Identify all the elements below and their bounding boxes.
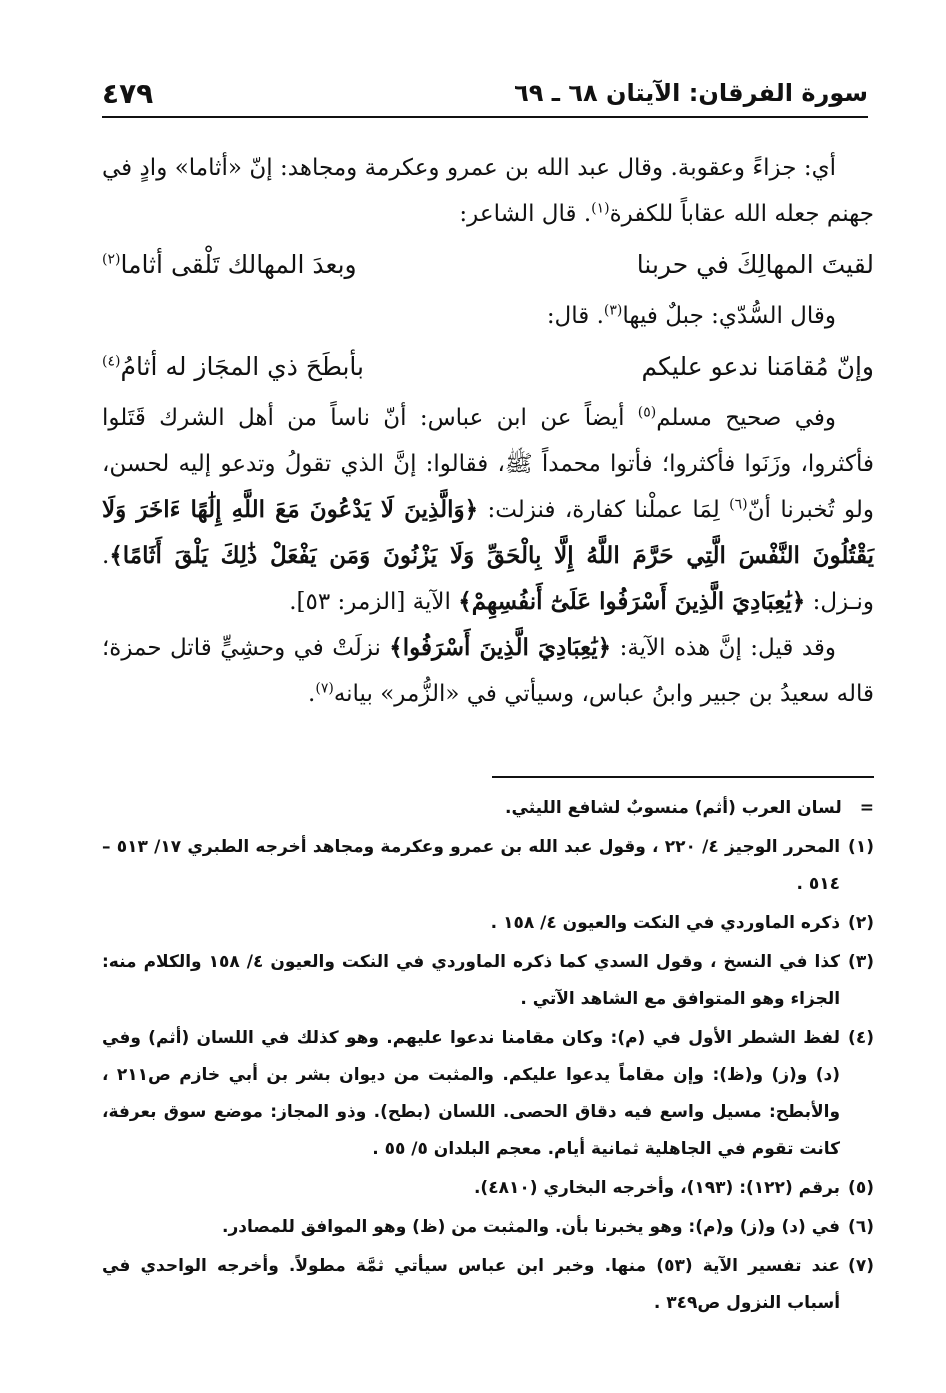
paragraph-3 <box>102 395 874 625</box>
verse-1 <box>102 237 874 293</box>
footnote-number: (٧) <box>848 1256 874 1276</box>
verse-1-second-text: وبعدَ المهالك تَلْقى أثاما <box>120 250 357 279</box>
quran-quote-1: ﴿وَالَّذِينَ لَا يَدْعُونَ مَعَ اللَّهِ إِلَٰهًا ءَاخَرَ وَلَا يَقْتُلُونَ النَّفْسَ الَّتِي حَرَّمَ اللَّهُ إِلَّا بِالْحَقِّ وَلَا يَزْنُونَ وَمَن يَفْعَلْ ذَٰلِكَ يَلْقَ أَثَامًا﴾ <box>102 496 874 569</box>
paragraph-2 <box>102 293 874 339</box>
p1-text: أي: جزاءً وعقوبة. وقال عبد الله بن عمرو وعكرمة ومجاهد: إنّ «أثاما» وادٍ في جهنم جعله الله عقاباً للكفرة <box>102 155 874 227</box>
verse-1-first-hemistich: لقيتَ المهالِكَ في حربنا <box>636 250 874 279</box>
p2-end: . قال: <box>546 303 604 329</box>
p2-text: وقال السُّدّي: جبلٌ فيها <box>622 303 836 329</box>
verse-2-second-hemistich <box>102 344 364 390</box>
footnote-number: (٢) <box>848 913 874 933</box>
footnote-continuation <box>102 790 874 827</box>
footnote-number: (٤) <box>848 1028 874 1048</box>
footnote-4 <box>102 1020 874 1168</box>
p1-end: . قال الشاعر: <box>459 201 592 227</box>
p3-text-c: لِمَا عملْنا كفارة، فنزلت: <box>478 497 730 523</box>
footnote-ref-2: (٢) <box>102 251 121 268</box>
p4-text-a: وقد قيل: إنَّ هذه الآية: <box>611 635 836 661</box>
footnote-number: (٦) <box>848 1217 874 1237</box>
footnote-text: المحرر الوجيز ٤/ ٢٢٠ ، وقول عبد الله بن عمرو وعكرمة ومجاهد أخرجه الطبري ١٧/ ٥١٣ – ٥١٤ . <box>102 837 841 894</box>
p3-text-b: أيضاً عن ابن عباس: أنّ ناساً من أهل الشرك قَتَلوا فأكثروا، وزَنَوا فأكثروا؛ فأتوا محمداً ﷺ، فقالوا: إنَّ الذي تقولُ وتدعو إليه لحسن، ولو تُخبرنا أنّ <box>102 405 875 523</box>
footnote-text: ذكره الماوردي في النكت والعيون ٤/ ١٥٨ . <box>490 913 841 933</box>
footnote-divider <box>492 776 874 778</box>
paragraph-1 <box>102 145 874 237</box>
footnote-number: (٥) <box>848 1178 874 1198</box>
p3-text-e: الآية [الزمر: ٥٣]. <box>289 589 459 615</box>
verse-2 <box>102 339 874 395</box>
footnote-text: كذا في النسخ ، وقول السدي كما ذكره الماوردي في النكت والعيون ٤/ ١٥٨ والكلام منه: الجزاء وهو المتوافق مع الشاهد الآتي . <box>102 952 841 1009</box>
quran-quote-3: ﴿يَٰعِبَادِيَ الَّذِينَ أَسْرَفُوا﴾ <box>389 634 612 661</box>
footnote-3 <box>102 944 874 1018</box>
page-number: ٤٧٩ <box>102 76 154 110</box>
footnote-ref-6: (٦) <box>729 496 748 513</box>
footnote-ref-5: (٥) <box>637 404 657 421</box>
verse-1-second-hemistich <box>102 242 357 288</box>
footnote-text: في (د) و(ز) و(م): وهو يخبرنا بأن. والمثبت من (ظ) وهو الموافق للمصادر. <box>222 1217 841 1237</box>
footnote-ref-4: (٤) <box>102 353 121 370</box>
p3-text-a: وفي صحيح مسلم <box>656 405 836 431</box>
footnote-7 <box>102 1248 874 1322</box>
footnote-5 <box>102 1170 874 1207</box>
footnotes <box>102 790 874 1324</box>
footnote-text: عند تفسير الآية (٥٣) منها. وخبر ابن عباس سيأتي ثمَّة مطولاً. وأخرجه الواحدي في أسباب النزول ص٣٤٩ . <box>102 1256 841 1313</box>
footnote-text: لفظ الشطر الأول في (م): وكان مقامنا ندعوا عليهم. وهو كذلك في اللسان (أثم) وفي (د) و(ز) و(ظ): وإن مقاماً يدعوا عليكم. والمثبت من ديوان بشر بن أبي خازم ص٢١١ ، والأبطح: مسيل واسع فيه دقاق الحصى. اللسان (بطح). وذو المجاز: موضع سوق بعرفة، كانت تقوم في الجاهلية ثمانية أيام. معجم البلدان ٥/ ٥٥ . <box>102 1028 841 1159</box>
main-text <box>102 145 874 717</box>
footnote-ref-3: (٣) <box>603 302 623 319</box>
footnote-ref-1: (١) <box>591 200 610 217</box>
footnote-ref-7: (٧) <box>315 680 334 697</box>
footnote-1 <box>102 829 874 903</box>
quran-quote-2: ﴿يَٰعِبَادِيَ الَّذِينَ أَسْرَفُوا عَلَىٰٓ أَنفُسِهِمْ﴾ <box>458 588 806 615</box>
footnote-number: (٣) <box>848 952 874 972</box>
footnote-2 <box>102 905 874 942</box>
footnote-number: = <box>859 798 874 818</box>
footnote-number: (١) <box>848 837 874 857</box>
footnote-text: لسان العرب (أثم) منسوبٌ لشافع الليثي. <box>505 798 842 818</box>
page-header <box>102 70 868 118</box>
verse-2-second-text: بأبطَحَ ذي المجَاز له أثامُ <box>120 352 364 381</box>
surah-heading: سورة الفرقان: الآيتان ٦٨ ـ ٦٩ <box>514 79 868 107</box>
paragraph-4 <box>102 625 874 717</box>
footnote-text: برقم (١٢٢): (١٩٣)، وأخرجه البخاري (٤٨١٠). <box>473 1178 841 1198</box>
p3-text-d: . ونـزل: <box>102 543 874 615</box>
verse-2-first-hemistich: وإنّ مُقامَنا ندعو عليكم <box>641 352 874 381</box>
p4-end: . <box>308 681 316 707</box>
footnote-6 <box>102 1209 874 1246</box>
p4-text-b: نزلَتْ في وحشِيٍّ قاتل حمزة؛ قاله سعيدُ بن جبير وابنُ عباس، وسيأتي في «الزُّمر» بيانه <box>102 635 874 707</box>
